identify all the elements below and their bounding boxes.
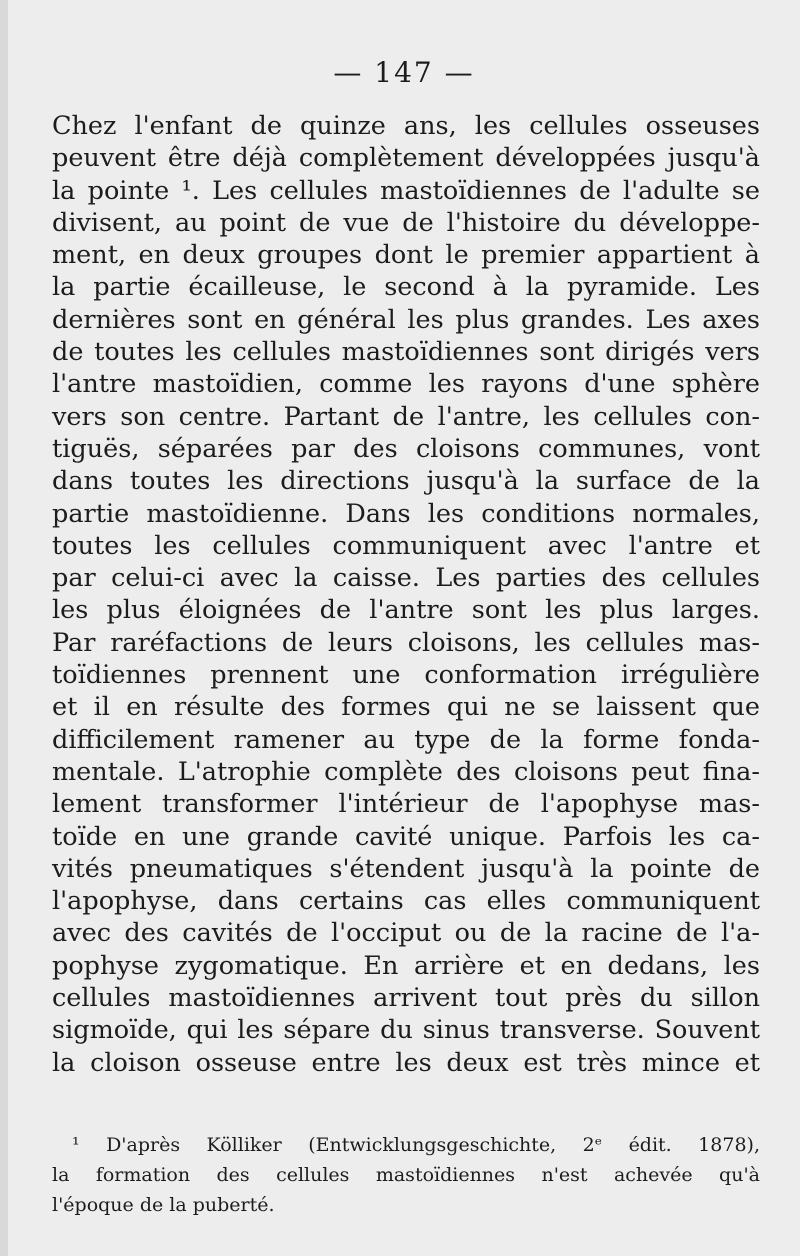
- page-number: — 147 —: [333, 56, 475, 89]
- text-line: vités pneumatiques s'étendent jusqu'à la pointe de: [52, 853, 760, 884]
- text-line: lement transformer l'intérieur de l'apophyse mas-: [52, 789, 760, 820]
- text-line: de toutes les cellules mastoïdiennes sont dirigés vers: [52, 337, 760, 368]
- text-line: pophyse zygomatique. En arrière et en dedans, les: [52, 950, 760, 981]
- footnote: [52, 1130, 760, 1220]
- text-line: l'antre mastoïdien, comme les rayons d'une sphère: [52, 369, 760, 400]
- text-line: avec des cavités de l'occiput ou de la racine de l'a-: [52, 918, 760, 949]
- text-line: toutes les cellules communiquent avec l'antre et: [52, 530, 760, 561]
- text-line: la pointe ¹. Les cellules mastoïdiennes de l'adulte se: [52, 175, 760, 206]
- text-line: dans toutes les directions jusqu'à la surface de la: [52, 466, 760, 497]
- text-line: partie mastoïdienne. Dans les conditions normales,: [52, 498, 760, 529]
- text-line: tiguës, séparées par des cloisons communes, vont: [52, 433, 760, 464]
- text-line: difficilement ramener au type de la forme fonda-: [52, 724, 760, 755]
- text-line: divisent, au point de vue de l'histoire du développe-: [52, 207, 760, 238]
- footnote-line: la formation des cellules mastoïdiennes n'est achevée qu'à: [52, 1164, 760, 1186]
- text-line: ment, en deux groupes dont le premier appartient à: [52, 240, 760, 271]
- footnote-line: l'époque de la puberté.: [52, 1194, 275, 1216]
- book-page: [8, 0, 800, 1256]
- text-line: les plus éloignées de l'antre sont les plus larges.: [52, 595, 760, 626]
- text-line: mentale. L'atrophie complète des cloisons peut fina-: [52, 756, 760, 787]
- text-line: la partie écailleuse, le second à la pyramide. Les: [52, 272, 760, 303]
- text-line: la cloison osseuse entre les deux est très mince et: [52, 1047, 760, 1078]
- text-line: et il en résulte des formes qui ne se laissent que: [52, 692, 760, 723]
- text-line: sigmoïde, qui les sépare du sinus transverse. Souvent: [52, 1015, 760, 1046]
- text-line: peuvent être déjà complètement développées jusqu'à: [52, 143, 760, 174]
- text-line: toïde en une grande cavité unique. Parfois les ca-: [52, 821, 760, 852]
- body-text: [52, 110, 760, 1079]
- text-line: vers son centre. Partant de l'antre, les cellules con-: [52, 401, 760, 432]
- text-line: Chez l'enfant de quinze ans, les cellules osseuses: [52, 111, 760, 141]
- text-line: Par raréfactions de leurs cloisons, les cellules mas-: [52, 627, 760, 658]
- footnote-line: ¹ D'après Kölliker (Entwicklungsgeschichte, 2ᵉ édit. 1878),: [72, 1134, 760, 1156]
- text-line: dernières sont en général les plus grandes. Les axes: [52, 304, 760, 335]
- text-line: par celui-ci avec la caisse. Les parties des cellules: [52, 563, 760, 594]
- text-line: toïdiennes prennent une conformation irrégulière: [52, 660, 760, 691]
- text-line: cellules mastoïdiennes arrivent tout près du sillon: [52, 983, 760, 1014]
- text-line: l'apophyse, dans certains cas elles communiquent: [52, 886, 760, 917]
